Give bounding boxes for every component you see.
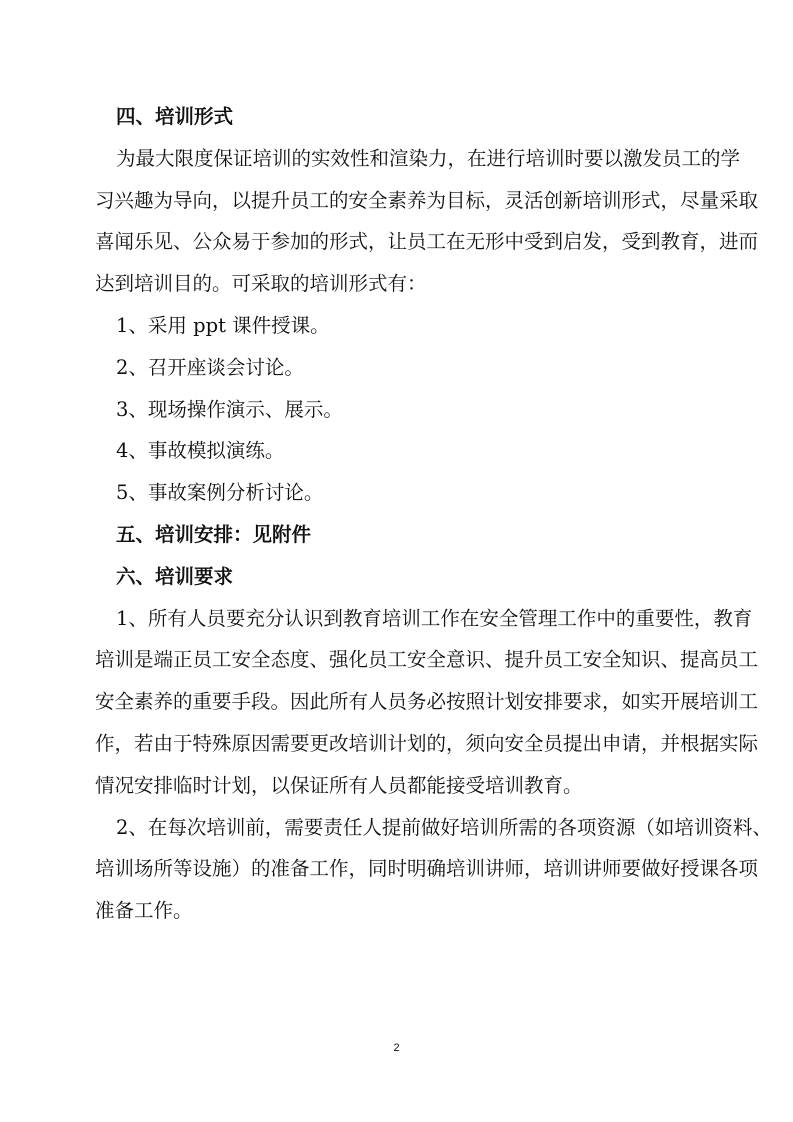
- text-line: 情况安排临时计划，以保证所有人员都能接受培训教育。: [95, 773, 583, 797]
- text-line: 培训是端正员工安全态度、强化员工安全意识、提升员工安全知识、提高员工: [95, 648, 759, 672]
- page-number: 2: [393, 1042, 400, 1054]
- text-line: 3、现场操作演示、展示。: [116, 397, 343, 421]
- text-line: 安全素养的重要手段。因此所有人员务必按照计划安排要求，如实开展培训工: [95, 690, 759, 714]
- text-line: 喜闻乐见、公众易于参加的形式，让员工在无形中受到启发，受到教育，进而: [95, 230, 759, 254]
- section-heading: 四、培训形式: [116, 105, 234, 128]
- text-line: 1、所有人员要充分认识到教育培训工作在安全管理工作中的重要性，教育: [116, 606, 753, 630]
- text-line: 培训场所等设施）的准备工作，同时明确培训讲师，培训讲师要做好授课各项: [95, 857, 759, 881]
- text-line: 4、事故模拟演练。: [116, 439, 285, 463]
- text-line: 1、采用 ppt 课件授课。: [116, 313, 330, 337]
- text-line: 5、事故案例分析讨论。: [116, 481, 324, 505]
- document-body: [95, 96, 772, 932]
- text-line: 为最大限度保证培训的实效性和渲染力，在进行培训时要以激发员工的学: [116, 146, 741, 170]
- text-line: 准备工作。: [95, 899, 193, 923]
- text-line: 习兴趣为导向，以提升员工的安全素养为目标，灵活创新培训形式，尽量采取: [95, 188, 759, 212]
- text-line: 达到培训目的。可采取的培训形式有：: [95, 272, 427, 296]
- text-line: 2、在每次培训前，需要责任人提前做好培训所需的各项资源（如培训资料、: [116, 815, 772, 839]
- text-line: 2、召开座谈会讨论。: [116, 355, 304, 379]
- section-heading: 五、培训安排：见附件: [116, 522, 312, 546]
- section-heading: 六、培训要求: [116, 564, 234, 588]
- text-line: 作，若由于特殊原因需要更改培训计划的，须向安全员提出申请，并根据实际: [95, 731, 759, 755]
